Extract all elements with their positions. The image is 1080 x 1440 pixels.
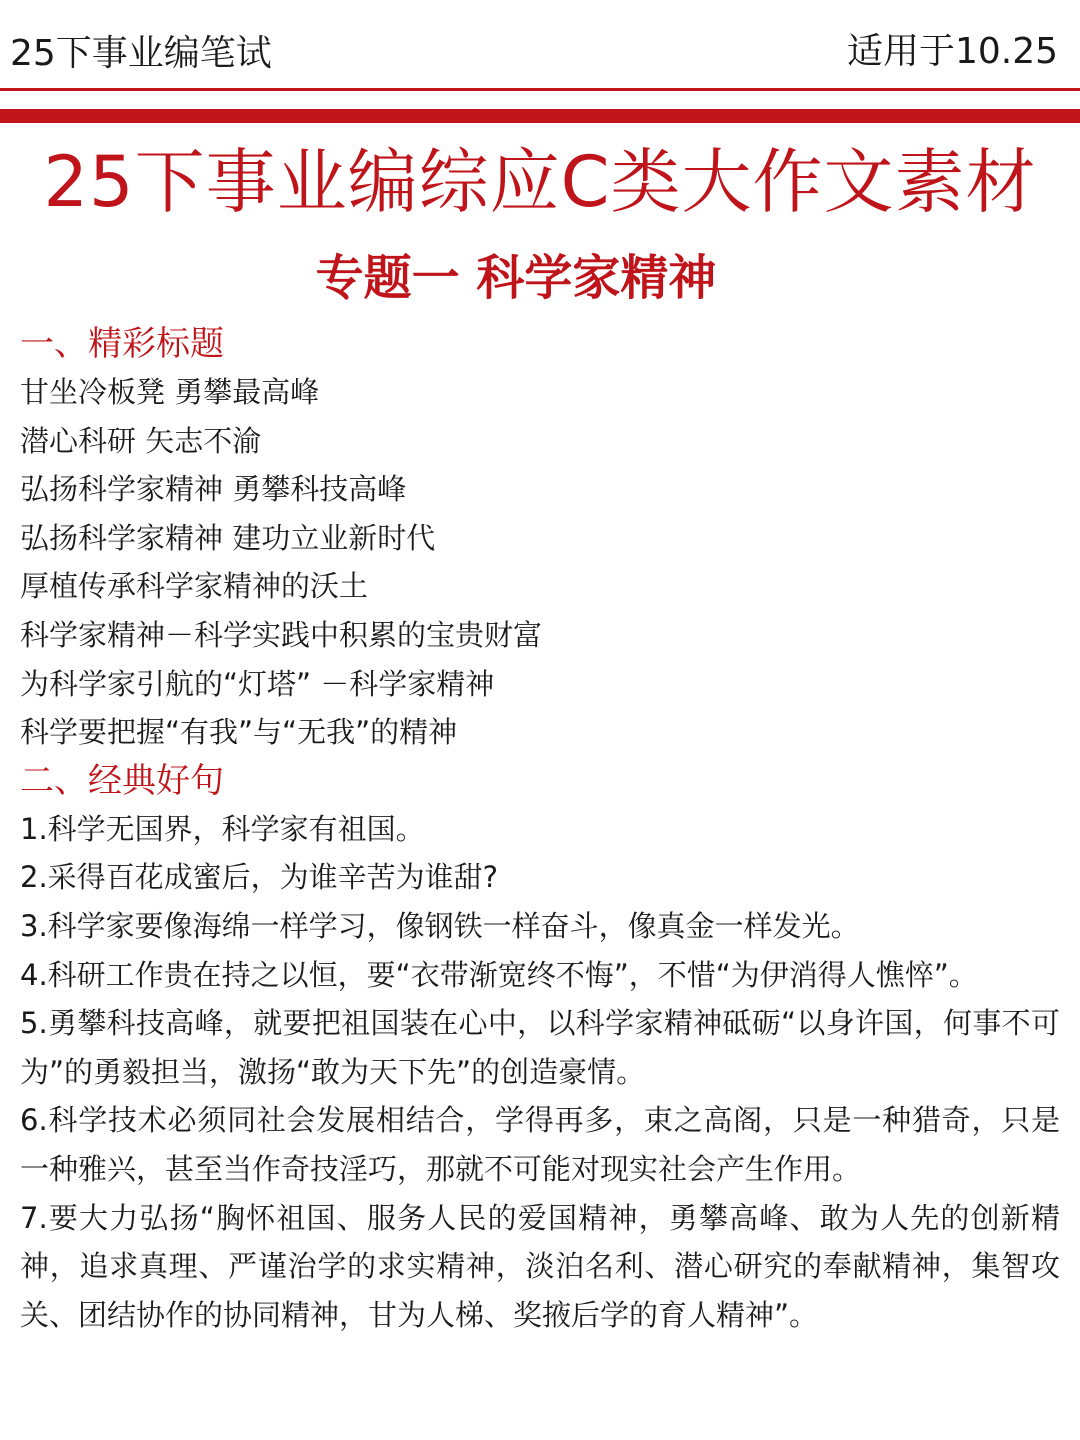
header-divider-thin (0, 88, 1080, 91)
section-heading: 一、精彩标题 (20, 324, 224, 364)
topic-subtitle: 专题一 科学家精神 (315, 250, 717, 306)
list-item: 弘扬科学家精神 勇攀科技高峰 (20, 472, 407, 507)
list-item: 为科学家引航的“灯塔” －科学家精神 (20, 666, 495, 701)
section-classic-quotes (20, 757, 1060, 1340)
header-exam-label: 25下事业编笔试 (10, 33, 272, 74)
list-item: 2.采得百花成蜜后，为谁辛苦为谁甜? (20, 860, 499, 895)
section-highlight-titles (20, 320, 1060, 757)
list-item: 弘扬科学家精神 建功立业新时代 (20, 520, 436, 555)
list-item: 科学要把握“有我”与“无我”的精神 (20, 715, 458, 750)
list-item: 厚植传承科学家精神的沃土 (20, 569, 369, 604)
list-item: 潜心科研 矢志不渝 (20, 423, 262, 458)
section-heading: 二、经典好句 (20, 760, 224, 801)
list-item: 1.科学无国界，科学家有祖国。 (20, 811, 425, 846)
list-item: 3.科学家要像海绵一样学习，像钢铁一样奋斗，像真金一样发光。 (20, 908, 860, 943)
title-list (20, 368, 1060, 757)
page-header (0, 0, 1080, 88)
list-item: 6.科学技术必须同社会发展相结合，学得再多，束之高阁，只是一种猎奇，只是一种雅兴，甚至当作奇技淫巧，那就不可能对现实社会产生作用。 (20, 1103, 1060, 1186)
list-item: 科学家精神－科学实践中积累的宝贵财富 (20, 617, 543, 652)
list-item: 甘坐冷板凳 勇攀最高峰 (20, 375, 320, 409)
list-item: 5.勇攀科技高峰，就要把祖国装在心中，以科学家精神砥砺“以身许国，何事不可为”的勇毅担当，激扬“敢为天下先”的创造豪情。 (20, 1006, 1060, 1089)
list-item: 4.科研工作贵在持之以恒，要“衣带渐宽终不悔”，不惜“为伊消得人憔悴”。 (20, 957, 978, 992)
quote-list (20, 805, 1060, 1340)
list-item: 7.要大力弘扬“胸怀祖国、服务人民的爱国精神，勇攀高峰、敢为人先的创新精神，追求真理、严谨治学的求实精神，淡泊名利、潜心研究的奉献精神，集智攻关、团结协作的协同精神，甘为人梯、奖掖后学的育人精神”。 (20, 1200, 1060, 1332)
document-body (20, 320, 1060, 1339)
header-divider-thick (0, 109, 1080, 123)
header-date-label: 适用于10.25 (846, 31, 1058, 72)
page-title: 25下事业编综应C类大作文素材 (43, 141, 1037, 223)
